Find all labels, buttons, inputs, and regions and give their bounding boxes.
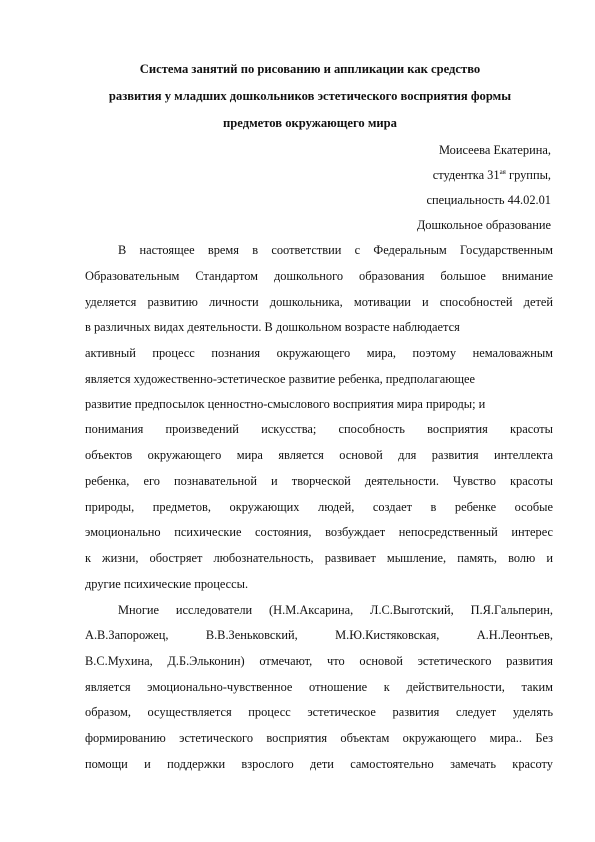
- paragraph2-line-2: А.В.Запорожец, В.В.Зеньковский, М.Ю.Кистяковская, А.Н.Леонтьев,: [85, 628, 553, 642]
- paragraph1-line-14: другие психические процессы.: [85, 577, 249, 591]
- paragraph1-line-10: ребенка, его познавательной и творческой деятельности. Чувство красоты: [85, 474, 553, 488]
- paragraph2-line-7: помощи и поддержки взрослого дети самостоятельно замечать красоту: [85, 757, 553, 771]
- author-group-prefix: студентка 31: [432, 168, 500, 182]
- paragraph2-line-5: образом, осуществляется процесс эстетическое развития следует уделять: [85, 705, 553, 719]
- paragraph1-line-11: природы, предметов, окружающих людей, создает в ребенке особые: [85, 500, 553, 514]
- paragraph1-line-6: является художественно-эстетическое развитие ребенка, предполагающее: [85, 372, 475, 386]
- author-group-sup: ая: [499, 167, 506, 176]
- title-line-3: предметов окружающего мира: [223, 116, 397, 130]
- author-name: Моисеева Екатерина,: [438, 143, 551, 157]
- paragraph1-line-1: В настоящее время в соответствии с Федеральным Государственным: [118, 243, 553, 257]
- paragraph1-line-2: Образовательным Стандартом дошкольного образования большое внимание: [85, 269, 553, 283]
- author-group: [433, 168, 551, 183]
- title-line-1: Система занятий по рисованию и аппликации как средство: [139, 62, 481, 76]
- paragraph1-line-12: эмоционально психические состояния, возбуждает непосредственный интерес: [85, 525, 553, 539]
- title-line-2: развития у младших дошкольников эстетического восприятия формы: [108, 89, 512, 103]
- paragraph2-line-6: формированию эстетического восприятия объектам окружающего мира.. Без: [85, 731, 553, 745]
- author-specialty: специальность 44.02.01: [426, 193, 551, 207]
- paragraph2-line-3: В.С.Мухина, Д.Б.Эльконин) отмечают, что основой эстетического развития: [85, 654, 553, 668]
- paragraph2-line-1: Многие исследователи (Н.М.Аксарина, Л.С.Выготский, П.Я.Гальперин,: [118, 603, 553, 617]
- author-group-suffix: группы,: [509, 168, 551, 182]
- paragraph1-line-7: развитие предпосылок ценностно-смыслового восприятия мира природы; и: [85, 397, 486, 411]
- paragraph1-line-8: понимания произведений искусства; способность восприятия красоты: [85, 422, 553, 436]
- paragraph1-line-4: в различных видах деятельности. В дошкольном возрасте наблюдается: [85, 320, 460, 334]
- author-program: Дошкольное образование: [416, 218, 551, 232]
- paragraph1-line-5: активный процесс познания окружающего мира, поэтому немаловажным: [85, 346, 553, 360]
- paragraph2-line-4: является эмоционально-чувственное отношение к действительности, таким: [85, 680, 553, 694]
- paragraph1-line-13: к жизни, обостряет любознательность, развивает мышление, память, волю и: [85, 551, 553, 565]
- paragraph1-line-9: объектов окружающего мира является основой для развития интеллекта: [85, 448, 553, 462]
- paragraph1-line-3: уделяется развитию личности дошкольника, мотивации и способностей детей: [85, 295, 553, 309]
